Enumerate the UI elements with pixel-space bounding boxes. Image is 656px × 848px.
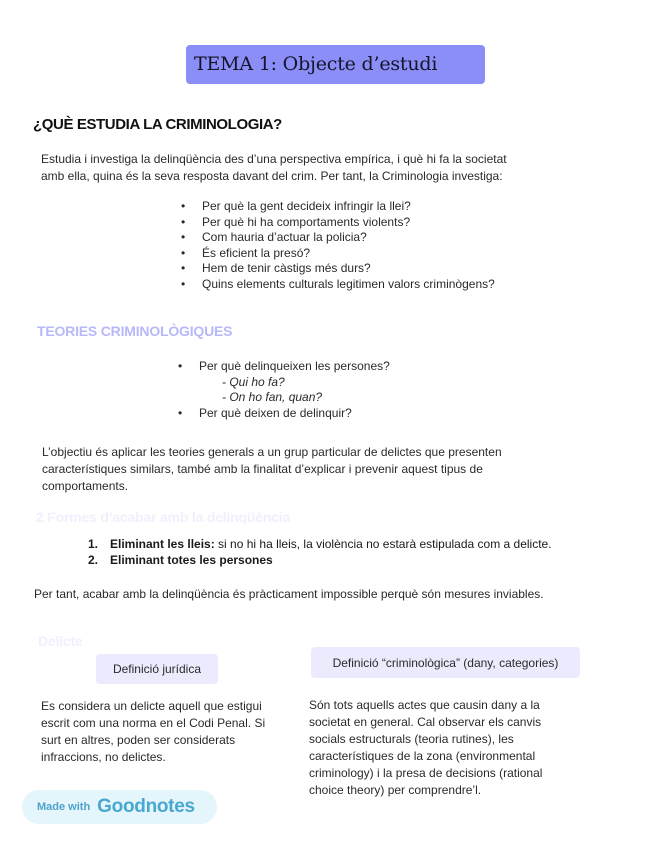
bullet-icon: • <box>181 276 186 291</box>
section-heading-que-estudia: ¿QUÈ ESTUDIA LA CRIMINOLOGIA? <box>33 116 282 133</box>
bullet-icon: • <box>178 359 183 373</box>
title-banner <box>186 45 485 84</box>
list-item: • Per què delinqueixen les persones? <box>178 359 390 373</box>
theories-list <box>178 359 390 421</box>
list-item: • Per què la gent decideix infringir la llei? <box>181 199 411 213</box>
bullet-icon: • <box>181 199 186 213</box>
list-item: • Per què hi ha comportaments violents? <box>181 214 411 229</box>
bullet-icon: • <box>181 261 186 275</box>
section-heading-delicte: Delicte <box>38 633 83 649</box>
sub-list-item: - On ho fan, quan? <box>222 390 323 404</box>
list-item: • Quins elements culturals legitimen valors criminògens? <box>181 276 495 291</box>
intro-line: amb ella, quina és la seva resposta davant del crim. Per tant, la Criminologia investiga: <box>41 169 503 183</box>
numbered-list <box>88 536 552 568</box>
list-item: 2. Eliminant totes les persones <box>88 553 273 567</box>
bullet-icon: • <box>178 405 183 420</box>
section-heading-teories: TEORIES CRIMINOLÒGIQUES <box>37 323 233 339</box>
made-with-goodnotes-badge[interactable] <box>22 790 217 824</box>
list-item: 1. Eliminant les lleis: si no hi ha lleis, la violència no estarà estipulada com a delicte. <box>88 537 552 551</box>
definition-label-criminologica: Definició “criminològica” (dany, categories) <box>311 647 580 678</box>
page-title: TEMA 1: Objecte d’estudi <box>194 53 438 75</box>
intro-paragraph <box>41 151 561 185</box>
section-heading-formes: 2 Formes d’acabar amb la delinqüència <box>36 509 291 525</box>
bullet-icon: • <box>181 214 186 229</box>
list-item: • És eficient la presó? <box>181 245 311 260</box>
list-item: • Hem de tenir càstigs més durs? <box>181 261 371 275</box>
conclusion-paragraph: Per tant, acabar amb la delinqüència és pràcticament impossible perquè són mesures inviables. <box>34 587 544 601</box>
goodnotes-logo: Goodnotes <box>97 796 195 817</box>
objective-paragraph: L’objectiu és aplicar les teories generals a un grup particular de delictes que presenten característiques similars, també amb la finalitat d’explicar i prevenir aquest tipus de comportaments. <box>42 445 502 493</box>
list-item: • Com hauria d’actuar la policia? <box>181 230 367 244</box>
definition-label-juridica: Definició jurídica <box>96 654 218 684</box>
juridica-paragraph: Es considera un delicte aquell que estigui escrit com una norma en el Codi Penal. Si surt en altres, poden ser considerats infraccions, no delictes. <box>41 699 266 764</box>
made-with-label: Made with <box>37 801 91 813</box>
intro-line: Estudia i investiga la delinqüència des d’una perspectiva empírica, i què hi fa la societat <box>41 152 507 166</box>
sub-list-item: - Qui ho fa? <box>222 374 285 389</box>
list-item: • Per què deixen de delinquir? <box>178 405 352 420</box>
question-list <box>181 199 495 292</box>
criminologica-paragraph: Són tots aquells actes que causin dany a la societat en general. Cal observar els canvis socials estructurals (teoria rutines), les característiques de la zona (environmental criminology) i la presa de decisions (rational choice theory) per comprendre’l. <box>309 698 543 797</box>
bullet-icon: • <box>181 245 186 260</box>
bullet-icon: • <box>181 230 186 244</box>
